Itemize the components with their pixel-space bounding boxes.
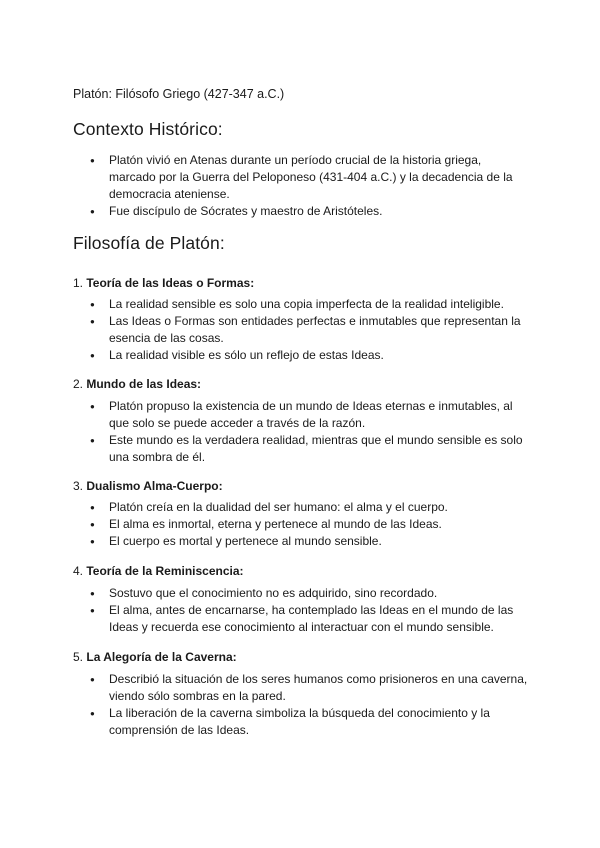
section-heading-4 xyxy=(73,564,244,578)
list-item: ● Platón vivió en Atenas durante un período crucial de la historia griega, marcado por la Guerra del Peloponeso (431-404 a.C.) y la decadencia de la democracia ateniense. xyxy=(90,152,530,203)
list-item: ● La realidad visible es sólo un reflejo de estas Ideas. xyxy=(90,347,530,364)
section-4-bullet-list xyxy=(90,585,530,636)
list-item: ● El cuerpo es mortal y pertenece al mundo sensible. xyxy=(90,533,530,550)
section-title: Teoría de las Ideas o Formas: xyxy=(86,276,255,290)
list-item: ● Platón creía en la dualidad del ser humano: el alma y el cuerpo. xyxy=(90,499,530,516)
section-number: 4. xyxy=(73,564,84,578)
section-title: Teoría de la Reminiscencia: xyxy=(86,564,244,578)
list-item: ● Describió la situación de los seres humanos como prisioneros en una caverna, viendo sólo sombras en la pared. xyxy=(90,671,530,705)
intro-line: Platón: Filósofo Griego (427-347 a.C.) xyxy=(73,87,285,101)
list-item: ● Platón propuso la existencia de un mundo de Ideas eternas e inmutables, al que solo se puede acceder a través de la razón. xyxy=(90,398,530,432)
section-2-bullet-list xyxy=(90,398,530,466)
list-item: ● Las Ideas o Formas son entidades perfectas e inmutables que representan la esencia de las cosas. xyxy=(90,313,530,347)
list-item: ● El alma, antes de encarnarse, ha contemplado las Ideas en el mundo de las Ideas y recuerda ese conocimiento al interactuar con el mundo sensible. xyxy=(90,602,530,636)
section-heading-2 xyxy=(73,377,201,391)
section-number: 3. xyxy=(73,479,84,493)
philosophy-heading: Filosofía de Platón: xyxy=(73,233,225,253)
section-3-bullet-list xyxy=(90,499,530,550)
section-number: 1. xyxy=(73,276,84,290)
list-item: ● El alma es inmortal, eterna y pertenece al mundo de las Ideas. xyxy=(90,516,530,533)
context-heading: Contexto Histórico: xyxy=(73,119,223,139)
section-heading-3 xyxy=(73,479,223,493)
section-heading-1 xyxy=(73,276,254,290)
section-title: La Alegoría de la Caverna: xyxy=(86,650,237,664)
section-number: 5. xyxy=(73,650,84,664)
section-heading-5 xyxy=(73,650,237,664)
section-1-bullet-list xyxy=(90,296,530,364)
list-item: ● Fue discípulo de Sócrates y maestro de Aristóteles. xyxy=(90,203,530,220)
context-bullet-list xyxy=(90,152,530,220)
list-item: ● La liberación de la caverna simboliza la búsqueda del conocimiento y la comprensión de las Ideas. xyxy=(90,705,530,739)
list-item: ● Este mundo es la verdadera realidad, mientras que el mundo sensible es solo una sombra de él. xyxy=(90,432,530,466)
section-number: 2. xyxy=(73,377,84,391)
section-title: Mundo de las Ideas: xyxy=(86,377,202,391)
section-title: Dualismo Alma-Cuerpo: xyxy=(86,479,223,493)
section-5-bullet-list xyxy=(90,671,530,739)
list-item: ● La realidad sensible es solo una copia imperfecta de la realidad inteligible. xyxy=(90,296,530,313)
list-item: ● Sostuvo que el conocimiento no es adquirido, sino recordado. xyxy=(90,585,530,602)
